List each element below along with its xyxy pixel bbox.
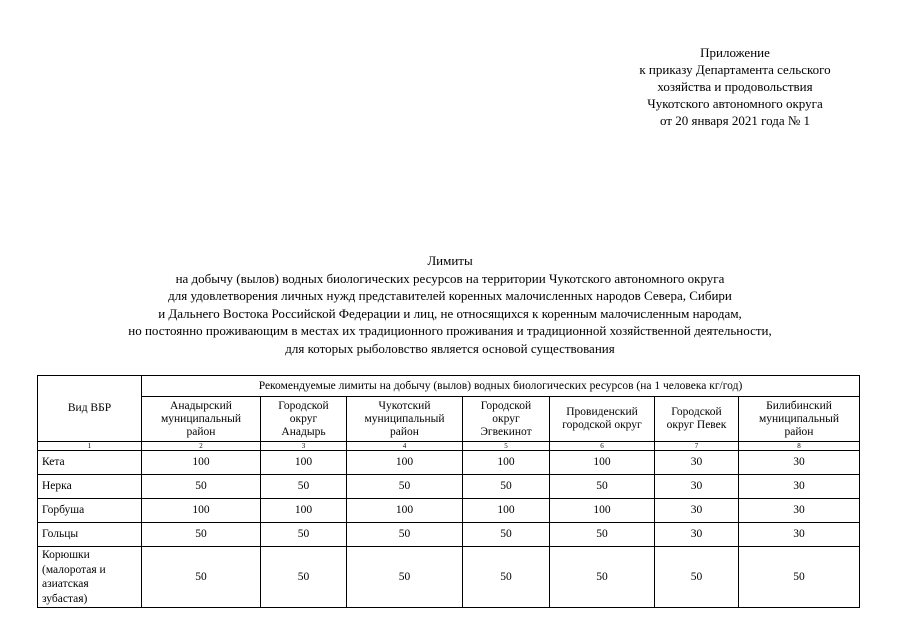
district-header-line: Городской xyxy=(671,406,722,418)
limit-value: 50 xyxy=(261,475,347,499)
species-name-line: азиатская xyxy=(42,578,89,590)
document-title xyxy=(40,252,860,357)
table-row xyxy=(38,475,860,499)
column-number: 1 xyxy=(38,442,142,451)
limit-value: 30 xyxy=(739,451,860,475)
title-line: для удовлетворения личных нужд представителей коренных малочисленных народов Севера, Сибири xyxy=(168,288,732,303)
title-line: на добычу (вылов) водных биологических ресурсов на территории Чукотского автономного округа xyxy=(175,270,725,286)
table-body xyxy=(38,451,860,608)
limit-value: 50 xyxy=(142,475,261,499)
limit-value: 100 xyxy=(261,451,347,475)
group-header: Рекомендуемые лимиты на добычу (вылов) водных биологических ресурсов (на 1 человека кг/год) xyxy=(142,376,860,397)
district-header-line: городской округ xyxy=(562,419,642,431)
limit-value: 50 xyxy=(347,523,463,547)
table-row xyxy=(38,451,860,475)
table-row xyxy=(38,547,860,608)
limit-value: 50 xyxy=(347,475,463,499)
appendix-line: к приказу Департамента сельского xyxy=(639,62,831,77)
limit-value: 30 xyxy=(739,523,860,547)
column-number: 2 xyxy=(142,442,261,451)
limit-value: 50 xyxy=(463,523,550,547)
district-header-line: округ Певек xyxy=(666,419,727,431)
limit-value: 100 xyxy=(261,499,347,523)
limit-value: 30 xyxy=(655,523,739,547)
district-header xyxy=(261,397,347,442)
species-name-line: Нерка xyxy=(42,480,72,492)
limit-value: 100 xyxy=(142,499,261,523)
limit-value: 50 xyxy=(463,547,550,608)
table-row xyxy=(38,499,860,523)
limit-value: 50 xyxy=(261,547,347,608)
limit-value: 50 xyxy=(550,547,655,608)
limit-value: 50 xyxy=(142,523,261,547)
district-header xyxy=(739,397,860,442)
limit-value: 30 xyxy=(739,499,860,523)
limit-value: 100 xyxy=(550,451,655,475)
species-name-line: Кета xyxy=(42,456,65,468)
district-header-line: округ xyxy=(289,412,318,425)
appendix-block xyxy=(590,44,880,129)
limit-value: 30 xyxy=(655,475,739,499)
district-header xyxy=(347,397,463,442)
limit-value: 50 xyxy=(550,523,655,547)
species-name-line: Горбуша xyxy=(42,504,85,516)
column-number: 8 xyxy=(739,442,860,451)
district-header-line: Анадырь xyxy=(281,425,326,438)
species-name-line: зубастая) xyxy=(42,592,88,605)
column-number: 5 xyxy=(463,442,550,451)
district-header-line: муниципальный xyxy=(758,412,840,425)
table-row xyxy=(38,523,860,547)
limit-value: 100 xyxy=(463,499,550,523)
column-number: 6 xyxy=(550,442,655,451)
appendix-line: хозяйства и продовольствия xyxy=(657,79,813,94)
district-header-line: округ xyxy=(492,412,520,425)
limit-value: 50 xyxy=(261,523,347,547)
species-header: Вид ВБР xyxy=(38,376,142,442)
species-name xyxy=(38,475,142,499)
title-line: и Дальнего Востока Российской Федерации и лиц, не относящихся к коренным малочисленным народам, xyxy=(158,305,742,321)
limits-table xyxy=(37,375,860,608)
species-name-line: Корюшки xyxy=(42,549,90,561)
title-line: для которых рыболовство является основой существования xyxy=(285,340,615,356)
table-header-row xyxy=(38,376,860,397)
district-header xyxy=(142,397,261,442)
species-name xyxy=(38,523,142,547)
title-line: но постоянно проживающим в местах их традиционного проживания и традиционной хозяйственной деятельности, xyxy=(128,323,772,338)
limit-value: 30 xyxy=(739,475,860,499)
limit-value: 100 xyxy=(347,499,463,523)
species-name xyxy=(38,451,142,475)
limit-value: 50 xyxy=(739,547,860,608)
species-name-line: (малоротая и xyxy=(42,563,106,576)
district-header-line: муниципальный xyxy=(160,412,242,425)
species-name-line: Гольцы xyxy=(42,528,79,540)
appendix-line: Приложение xyxy=(700,45,770,60)
species-name xyxy=(38,499,142,523)
limit-value: 100 xyxy=(347,451,463,475)
district-header xyxy=(463,397,550,442)
column-number: 7 xyxy=(655,442,739,451)
column-number: 3 xyxy=(261,442,347,451)
limit-value: 50 xyxy=(550,475,655,499)
district-header-line: район xyxy=(186,425,216,438)
column-number-row xyxy=(38,442,860,451)
limit-value: 30 xyxy=(655,451,739,475)
limit-value: 100 xyxy=(463,451,550,475)
limit-value: 50 xyxy=(142,547,261,608)
district-header-line: муниципальный xyxy=(364,412,445,425)
limit-value: 100 xyxy=(142,451,261,475)
limit-value: 30 xyxy=(655,499,739,523)
limit-value: 50 xyxy=(463,475,550,499)
column-number: 4 xyxy=(347,442,463,451)
district-header xyxy=(550,397,655,442)
district-header-line: Городской xyxy=(480,399,532,412)
district-header-line: Городской xyxy=(278,399,329,412)
district-header-line: Эгвекинот xyxy=(480,425,532,438)
limit-value: 100 xyxy=(550,499,655,523)
district-header xyxy=(655,397,739,442)
title-line: Лимиты xyxy=(427,253,473,268)
district-header-line: Билибинский xyxy=(766,399,832,412)
district-header-line: район xyxy=(390,425,419,438)
species-name xyxy=(38,547,142,608)
appendix-line: от 20 января 2021 года № 1 xyxy=(659,113,811,128)
district-header-line: район xyxy=(784,425,814,438)
district-header-line: Анадырский xyxy=(170,399,232,412)
appendix-line: Чукотского автономного округа xyxy=(647,96,823,111)
district-header-row xyxy=(38,397,860,442)
limit-value: 50 xyxy=(655,547,739,608)
district-header-line: Чукотский xyxy=(378,399,431,412)
limit-value: 50 xyxy=(347,547,463,608)
district-header-line: Провиденский xyxy=(566,406,638,418)
